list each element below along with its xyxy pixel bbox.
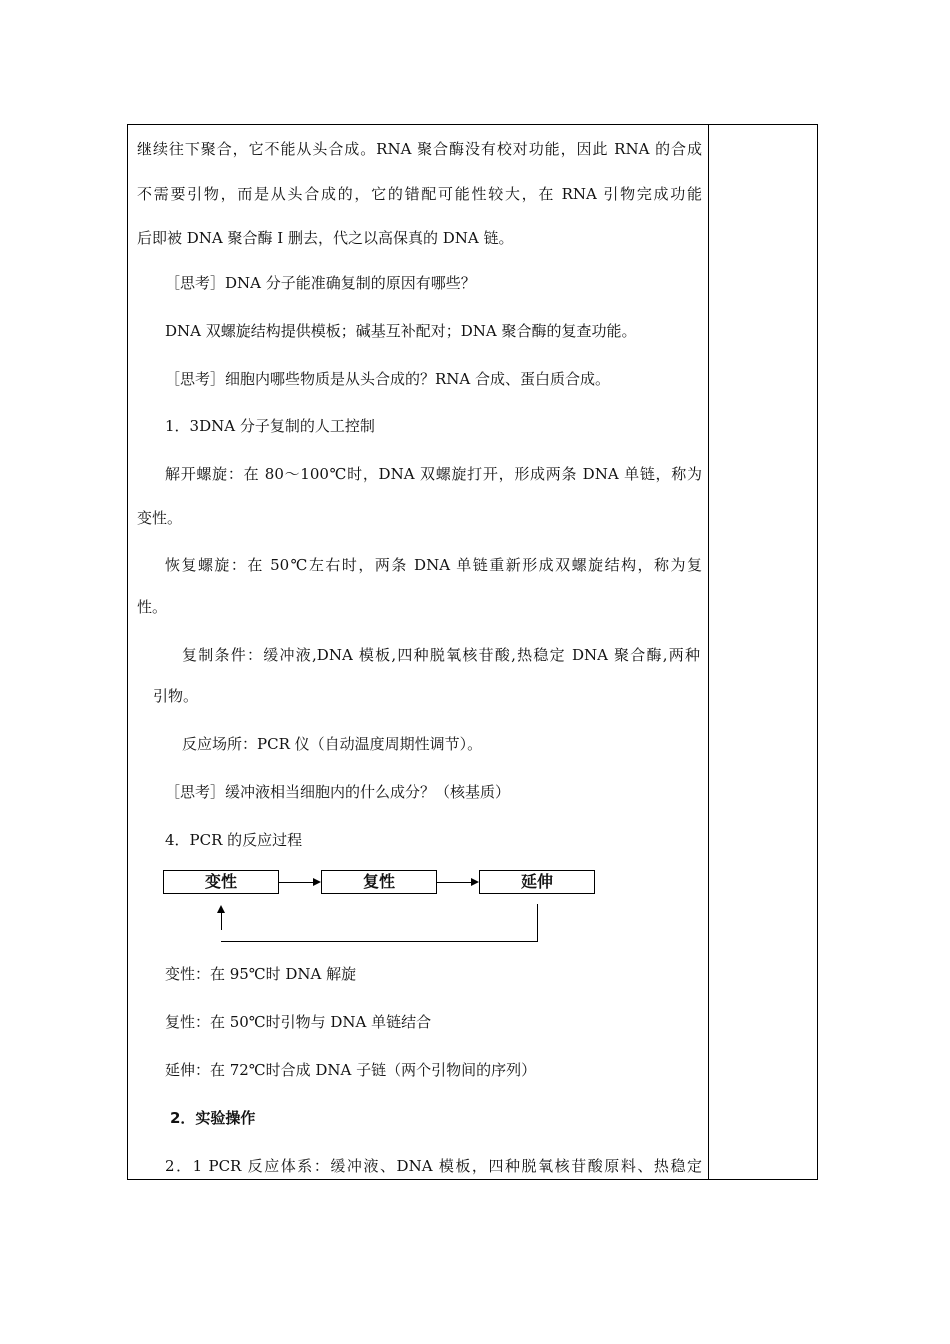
cycle-return-line bbox=[221, 941, 538, 942]
section-heading: 2．实验操作 bbox=[170, 1109, 256, 1127]
paragraph-line: 后即被 DNA 聚合酶 I 删去，代之以高保真的 DNA 链。 bbox=[137, 229, 514, 247]
paragraph-line: 变性。 bbox=[137, 509, 183, 527]
paragraph-line: 解开螺旋：在 80～100℃时，DNA 双螺旋打开，形成两条 DNA 单链，称为 bbox=[165, 465, 702, 483]
arrow-line bbox=[279, 882, 313, 883]
cycle-return-line bbox=[221, 913, 222, 930]
think-question: ［思考］缓冲液相当细胞内的什么成分？（核基质） bbox=[165, 783, 511, 801]
arrow-up-icon bbox=[217, 905, 225, 913]
arrow-right-icon bbox=[313, 878, 321, 886]
paragraph-line: 不需要引物，而是从头合成的，它的错配可能性较大，在 RNA 引物完成功能 bbox=[137, 185, 702, 203]
section-heading: 4．PCR 的反应过程 bbox=[165, 831, 303, 849]
paragraph-line: 性。 bbox=[137, 598, 168, 616]
paragraph-line: 2．1 PCR 反应体系：缓冲液、DNA 模板，四种脱氧核苷酸原料、热稳定 bbox=[165, 1157, 702, 1175]
think-question: ［思考］DNA 分子能准确复制的原因有哪些？ bbox=[165, 274, 476, 292]
step-description: 复性：在 50℃时引物与 DNA 单链结合 bbox=[165, 1013, 432, 1031]
paragraph-line: 引物。 bbox=[153, 687, 199, 705]
cycle-return-line bbox=[537, 904, 538, 942]
answer-text: DNA 双螺旋结构提供模板；碱基互补配对；DNA 聚合酶的复查功能。 bbox=[165, 322, 637, 340]
think-question: ［思考］细胞内哪些物质是从头合成的？RNA 合成、蛋白质合成。 bbox=[165, 370, 611, 388]
paragraph-line: 继续往下聚合，它不能从头合成。RNA 聚合酶没有校对功能，因此 RNA 的合成 bbox=[137, 140, 702, 158]
paragraph-line: 恢复螺旋：在 50℃左右时，两条 DNA 单链重新形成双螺旋结构，称为复 bbox=[165, 556, 702, 574]
diagram-box-extension: 延伸 bbox=[479, 870, 595, 894]
diagram-box-annealing: 复性 bbox=[321, 870, 437, 894]
section-heading: 1．3DNA 分子复制的人工控制 bbox=[165, 417, 375, 435]
column-divider bbox=[708, 124, 709, 1180]
arrow-line bbox=[437, 882, 471, 883]
arrow-right-icon bbox=[471, 878, 479, 886]
step-description: 变性：在 95℃时 DNA 解旋 bbox=[165, 965, 357, 983]
diagram-box-denaturation: 变性 bbox=[163, 870, 279, 894]
paragraph-line: 复制条件：缓冲液,DNA 模板,四种脱氧核苷酸,热稳定 DNA 聚合酶,两种 bbox=[182, 646, 700, 664]
step-description: 延伸：在 72℃时合成 DNA 子链（两个引物间的序列） bbox=[165, 1061, 537, 1079]
paragraph-line: 反应场所：PCR 仪（自动温度周期性调节）。 bbox=[182, 735, 483, 753]
